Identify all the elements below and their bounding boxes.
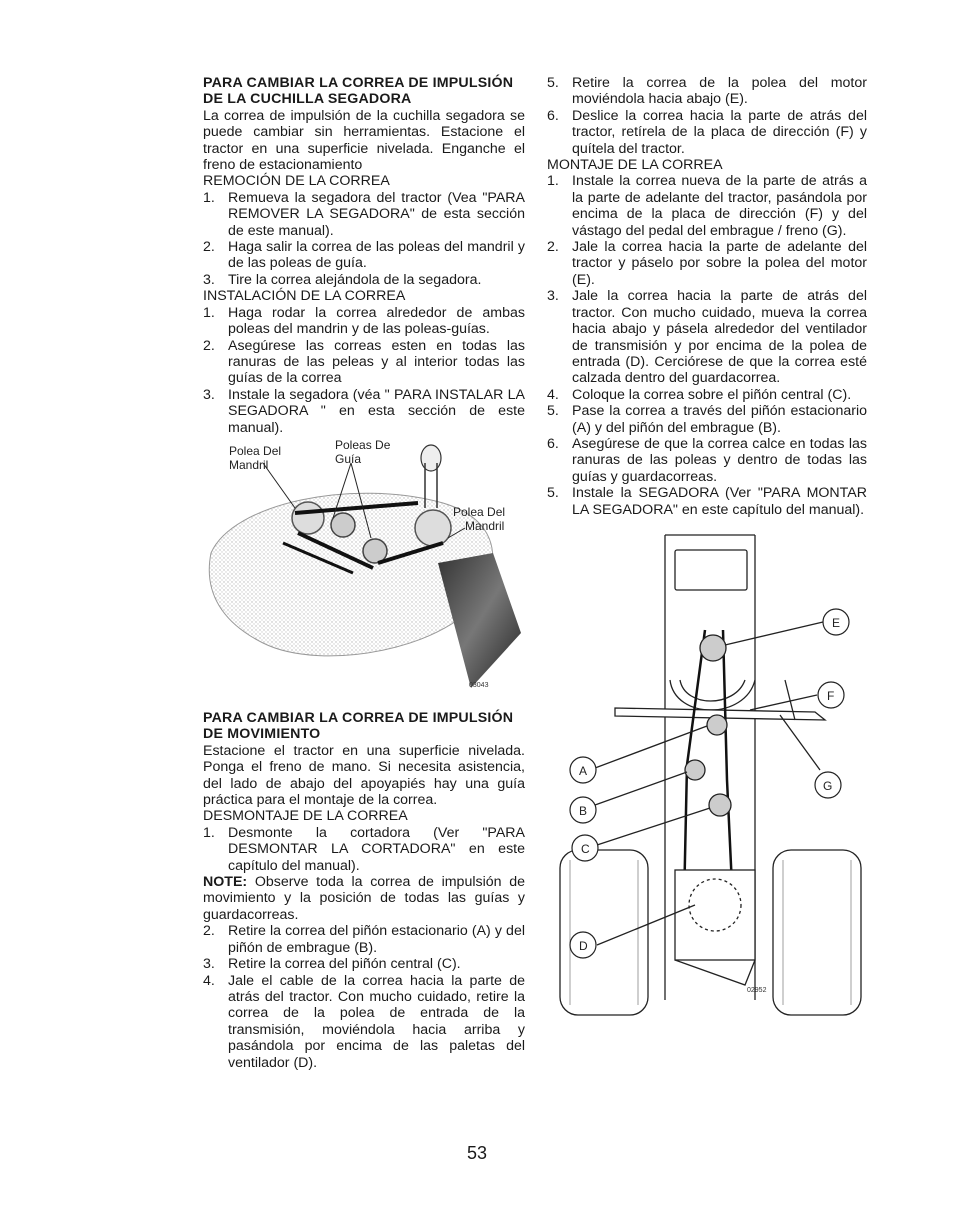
mount-step: 3. Jale la correa hacia la parte de atrás del tractor. Con mucho cuidado, mueva la correa hacia abajo y pásela alrededor del ventilador de transmisión y por encima de la polea de entrada (D). Cerciórese de que la correa esté calzada dentro del guardacorrea. — [547, 288, 867, 387]
mount-title: MONTAJE DE LA CORREA — [547, 157, 723, 174]
removal-step: 2. Haga salir la correa de las poleas del mandril y de las poleas de guía. — [203, 239, 525, 272]
leader-c — [597, 808, 710, 845]
dismount-step: 6. Deslice la correa hacia la parte de atrás del tractor, retírela de la placa de dirección (F) y quítela del tractor. — [547, 107, 867, 157]
removal-title: REMOCIÓN DE LA CORREA — [203, 173, 390, 190]
callout-b: B — [579, 804, 588, 818]
spindle-pulley-left — [292, 502, 324, 534]
mount-step: 4. Coloque la correa sobre el piñón central (C). — [547, 386, 852, 403]
install-title: INSTALACIÓN DE LA CORREA — [203, 288, 406, 305]
section1-heading: PARA CAMBIAR LA CORREA DE IMPULSIÓN DE LA CUCHILLA SEGADORA — [203, 75, 514, 108]
dismount-step: 4. Jale el cable de la correa hacia la parte de atrás del tractor. Con mucho cuidado, retire la correa de la polea de entrada de la transmisión, moviéndola hacia arriba y pasándola por encima de las paletas del ventilador (D). — [203, 972, 525, 1071]
dismount-step: 1. Desmonte la cortadora (Ver "PARA DESMONTAR LA CORTADORA" en este capítulo del manual). — [203, 824, 525, 874]
mount-step: 2. Jale la correa hacia la parte de adelante del tractor y páselo por sobre la polea del motor (E). — [547, 239, 867, 288]
rear-wheel-left — [560, 850, 648, 1015]
install-step: 2. Asegúrese las correas esten en todas las ranuras de las peleas y al interior todas las guías de la correa — [203, 337, 525, 387]
idler-pulley — [331, 513, 355, 537]
removal-step: 3. Tire la correa alejándola de la segadora. — [203, 271, 482, 288]
leader-g — [780, 715, 820, 770]
mount-step: 5. Instale la SEGADORA (Ver "PARA MONTAR LA SEGADORA" en este capítulo del manual). — [547, 485, 867, 518]
label-top-line1: Poleas De — [335, 438, 391, 452]
transaxle-base — [675, 960, 755, 985]
dismount-title: DESMONTAJE DE LA CORREA — [203, 808, 408, 825]
note: NOTE: Observe toda la correa de impulsión de movimiento y la posición de todas las guías y guardacorreas. — [203, 874, 525, 923]
deck-hardware — [421, 445, 441, 471]
transaxle — [675, 870, 755, 960]
section1-intro: La correa de impulsión de la cuchilla segadora se puede cambiar sin herramientas. Estacione el tractor en una superficie nivelada. Enganche el freno de estacionamiento — [203, 107, 525, 174]
label-left-line1: Polea Del — [229, 444, 282, 458]
center-pulley-c — [709, 794, 731, 816]
leader-f — [750, 695, 817, 710]
dismount-step: 3. Retire la correa del piñón central (C). — [203, 956, 461, 973]
removal-step: 1. Remueva la segadora del tractor (Vea "PARA REMOVER LA SEGADORA" de esta sección de este manual). — [203, 189, 525, 239]
callout-f: F — [827, 689, 835, 703]
idler-pulley-b — [685, 760, 705, 780]
left-column — [203, 75, 525, 436]
leader-e — [725, 622, 823, 645]
section2 — [203, 710, 525, 1071]
mower-deck-figure — [203, 433, 525, 695]
label-left-line2: Mandril — [229, 458, 269, 472]
dismount-step: 5. Retire la correa de la polea del motor moviéndola hacia abajo (E). — [547, 75, 867, 108]
engine-pulley — [700, 635, 726, 661]
leader-b — [595, 772, 687, 805]
section2-heading: PARA CAMBIAR LA CORREA DE IMPULSIÓN DE MOVIMIENTO — [203, 710, 514, 743]
label-top-line2: Guía — [335, 452, 362, 466]
idler-pulley-a — [707, 715, 727, 735]
label-right-line1: Polea Del — [453, 505, 506, 519]
install-step: 3. Instale la segadora (véa " PARA INSTALAR LA SEGADORA " en esta sección de este manual). — [203, 386, 525, 436]
front-plate — [675, 550, 747, 590]
figure-code: 03043 — [469, 682, 489, 689]
dismount-step: 2. Retire la correa del piñón estacionario (A) y del piñón de embrague (B). — [203, 923, 525, 956]
callout-g: G — [823, 779, 833, 793]
callout-e: E — [832, 616, 841, 630]
figure-code: 02952 — [747, 987, 767, 994]
callout-d: D — [579, 939, 588, 953]
rear-wheel-right — [773, 850, 861, 1015]
install-step: 1. Haga rodar la correa alrededor de ambas poleas del mandrin y de las poleas-guías. — [203, 304, 525, 338]
page-number: 53 — [466, 1143, 488, 1163]
spindle-pulley-right — [415, 510, 451, 546]
label-right-line2: Mandril — [465, 519, 505, 533]
right-column — [547, 75, 867, 518]
mount-step: 5. Pase la correa a través del piñón estacionario (A) y del piñón del embrague (B). — [547, 403, 867, 436]
callout-c: C — [581, 842, 590, 856]
mount-step: 6. Asegúrese de que la correa calce en todas las ranuras de las poleas y dentro de todas las guías y guardacorreas. — [547, 435, 867, 485]
tractor-belt-figure — [555, 530, 865, 1020]
section2-intro: Estacione el tractor en una superficie nivelada. Ponga el freno de mano. Si necesita asistencia, del lado de abajo del apoyapiés hay una guía práctica para el montaje de la correa. — [203, 742, 525, 809]
callout-a: A — [579, 764, 588, 778]
mount-step: 1. Instale la correa nueva de la parte de atrás a la parte de adelante del tractor, pasándola por encima de la placa de dirección (F) y del vástago del pedal del embrague / freno (G). — [547, 173, 867, 239]
steering-plate — [680, 680, 745, 701]
